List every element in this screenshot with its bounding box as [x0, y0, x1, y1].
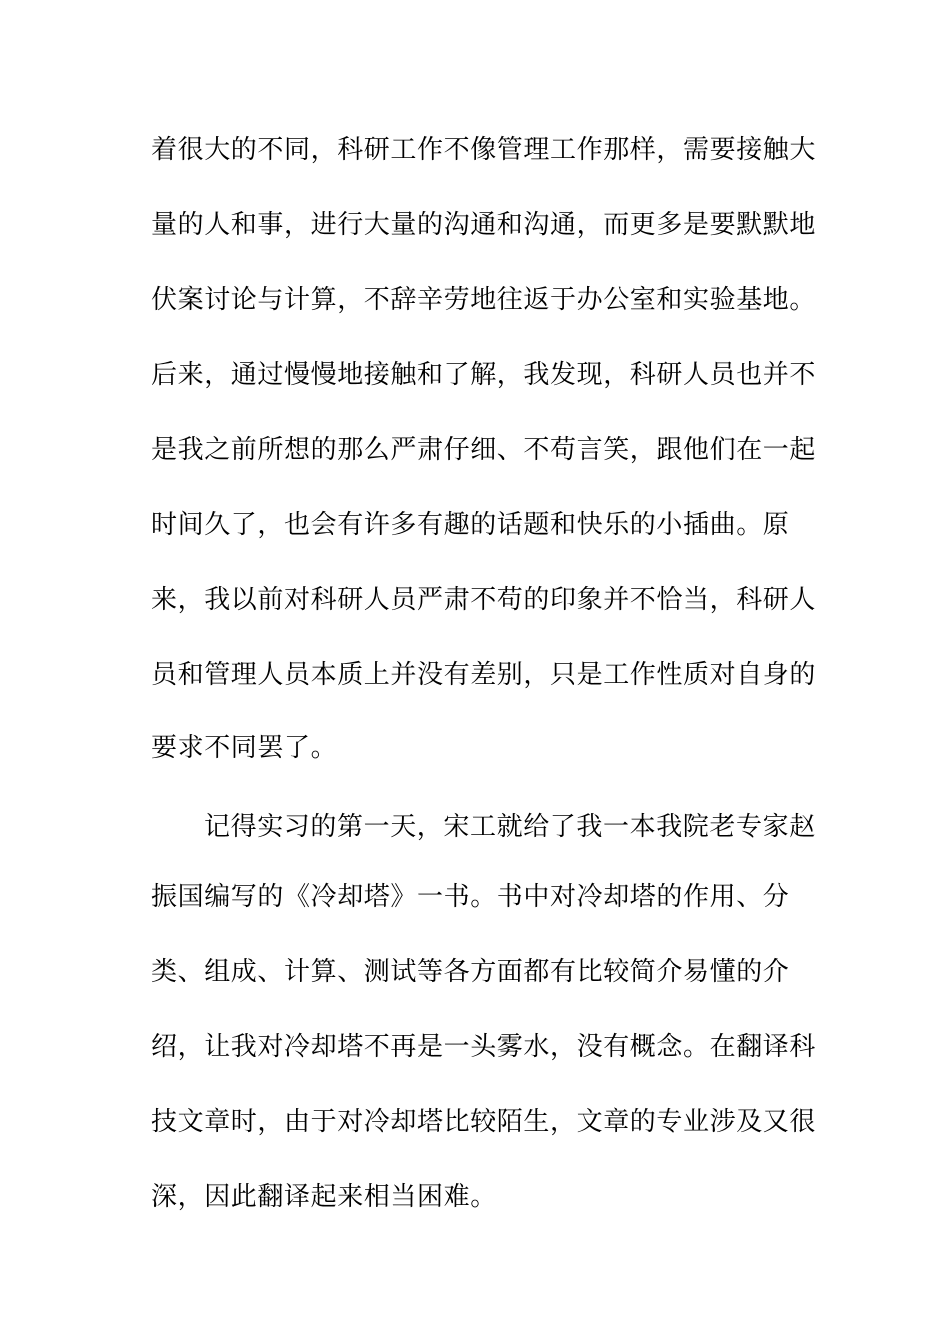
text-line: 时间久了，也会有许多有趣的话题和快乐的小插曲。原 [151, 510, 790, 540]
text-line: 是我之前所想的那么严肃仔细、不苟言笑，跟他们在一起 [151, 435, 817, 465]
text-line: 着很大的不同，科研工作不像管理工作那样，需要接触大 [151, 135, 817, 165]
text-line: 深，因此翻译起来相当困难。 [151, 1182, 497, 1212]
paragraph-first-line: 记得实习的第一天，宋工就给了我一本我院老专家赵 [204, 812, 816, 842]
text-line: 来，我以前对科研人员严肃不苟的印象并不恰当，科研人 [151, 585, 817, 615]
text-line: 振国编写的《冷却塔》一书。书中对冷却塔的作用、分 [151, 882, 790, 912]
text-line: 要求不同罢了。 [151, 733, 338, 763]
text-line: 绍，让我对冷却塔不再是一头雾水，没有概念。在翻译科 [151, 1032, 817, 1062]
text-line: 类、组成、计算、测试等各方面都有比较简介易懂的介 [151, 957, 790, 987]
text-line: 伏案讨论与计算，不辞辛劳地往返于办公室和实验基地。 [151, 285, 817, 315]
text-line: 技文章时，由于对冷却塔比较陌生，文章的专业涉及又很 [151, 1107, 817, 1137]
text-line: 后来，通过慢慢地接触和了解，我发现，科研人员也并不 [151, 360, 817, 390]
text-line: 员和管理人员本质上并没有差别，只是工作性质对自身的 [151, 660, 817, 690]
text-line: 量的人和事，进行大量的沟通和沟通，而更多是要默默地 [151, 210, 817, 240]
